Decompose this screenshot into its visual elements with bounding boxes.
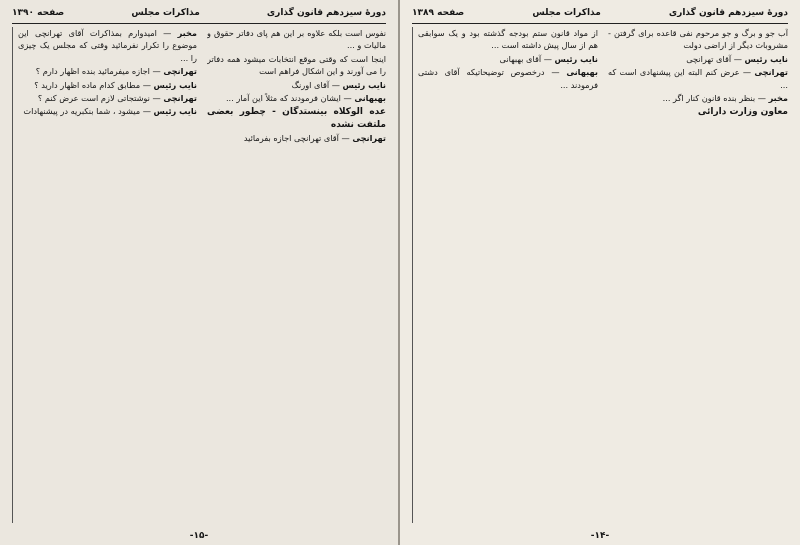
speech-paragraph: تهرانچی — اجازه میفرمائید بنده اظهار دارم ؟ <box>35 66 197 77</box>
speech-paragraph: مخبر — امیدوارم بمذاکرات آقای تهرانچی این موضوع را تکرار نفرمائید وقتی که مجلس یک چیزی را ... <box>18 28 197 63</box>
left-header-left: صفحه ۱۳۹۰ <box>12 8 65 18</box>
speaker-name: تهرانچی <box>163 93 197 104</box>
body-paragraph: از مواد قانون ستم بودجه گذشته بود و یک سوابقی هم از سال پیش داشته است ... <box>418 28 598 51</box>
right-page-column-right <box>608 27 788 523</box>
speech-text: آقای تهرانچی <box>686 53 732 64</box>
speech-paragraph: نایب رئیس — آقای بهبهانی <box>499 53 598 64</box>
speaker-name: نایب رئیس <box>342 79 386 90</box>
speech-text: بنظر بنده قانون کنار اگر ... <box>662 93 756 104</box>
left-page-column-right <box>207 27 386 523</box>
speech-paragraph: تهرانچی — عرض کنم البته این پیشنهادی است که ... <box>608 67 788 90</box>
speaker-name: مخبر <box>177 28 197 38</box>
speech-paragraph: مخبر — بنظر بنده قانون کنار اگر ... <box>662 93 788 104</box>
right-header-right: دورهٔ سیزدهم قانون گذاری <box>668 8 788 18</box>
speech-text: مطابق کدام ماده اظهار دارید ؟ <box>34 79 141 90</box>
right-header-left: صفحه ۱۳۸۹ <box>412 8 465 18</box>
left-header-center: مذاکرات مجلس <box>131 8 200 18</box>
speaker-name: نایب رئیس <box>554 53 598 64</box>
body-paragraph: اینجا است که وقتی موقع انتخابات میشود همه دفاتر را می آورند و این اشکال فراهم است <box>207 53 386 77</box>
speech-text: امیدوارم بمذاکرات آقای تهرانچی این موضوع را تکرار نفرمائید وقتی که مجلس یک چیزی را ... <box>18 28 197 63</box>
section-heading: عده الوکلاه بینستدگان - چطور بعضی ملتفت نشده <box>207 107 386 130</box>
speech-text: ایشان فرمودند که مثلاً این آمار ... <box>225 93 341 104</box>
speaker-name: نایب رئیس <box>153 106 197 117</box>
left-page-column-left <box>12 27 197 523</box>
speaker-name: نایب رئیس <box>153 79 197 90</box>
speech-paragraph: نایب رئیس — میشود ، شما بنکبریه در پیشنهادات <box>23 106 197 117</box>
left-page-header <box>12 8 386 22</box>
body-paragraph: نفوس است بلکه علاوه بر این هم پای دفاتر حقوق و مالیات و ... <box>207 28 386 51</box>
speech-paragraph: تهرانچی — نوشتجاتی لازم است عرض کنم ؟ <box>37 93 197 104</box>
right-page-number: -۱۴- <box>590 531 610 541</box>
left-header-rule <box>12 23 386 24</box>
speaker-name: تهرانچی <box>754 67 788 78</box>
speech-paragraph: نایب رئیس — آقای اورنگ <box>291 79 386 90</box>
speech-paragraph: نایب رئیس — مطابق کدام ماده اظهار دارید ؟ <box>34 79 197 90</box>
speech-paragraph: بهبهانی — درخصوص توضیحاتیکه آقای دشتی فرمودند ... <box>418 67 598 90</box>
speaker-name: مخبر <box>768 93 788 104</box>
speech-text: میشود ، شما بنکبریه در پیشنهادات <box>23 106 141 117</box>
right-page <box>400 0 800 545</box>
speech-paragraph: نایب رئیس — آقای تهرانچی <box>686 53 788 64</box>
speech-text: درخصوص توضیحاتیکه آقای دشتی فرمودند ... <box>418 67 598 90</box>
section-heading: معاون وزارت دارائی <box>697 107 788 118</box>
right-page-column-left <box>412 27 598 523</box>
body-paragraph: آب جو و برگ و جو مرحوم نفی قاعده برای گرفتن - مشروبات دیگر از اراضی دولت <box>608 28 788 51</box>
speech-text: آقای اورنگ <box>291 79 330 90</box>
left-page-number: -۱۵- <box>189 531 209 541</box>
speaker-name: بهبهانی <box>566 67 598 78</box>
left-header-right: دورهٔ سیزدهم قانون گذاری <box>266 8 386 18</box>
speaker-name: تهرانچی <box>352 133 386 144</box>
speech-text: عرض کنم البته این پیشنهادی است که ... <box>608 67 788 90</box>
speech-text: نوشتجاتی لازم است عرض کنم ؟ <box>37 93 150 104</box>
speaker-name: تهرانچی <box>163 66 197 77</box>
speaker-name: نایب رئیس <box>744 53 788 64</box>
right-header-rule <box>412 23 788 24</box>
speech-paragraph: بهبهانی — ایشان فرمودند که مثلاً این آمار ... <box>225 93 386 104</box>
right-page-header <box>412 8 788 22</box>
speech-text: اجازه میفرمائید بنده اظهار دارم ؟ <box>35 66 150 77</box>
speech-text: آقای تهرانچی اجازه بفرمائید <box>243 133 339 144</box>
speech-paragraph: تهرانچی — آقای تهرانچی اجازه بفرمائید <box>243 133 386 144</box>
speech-text: آقای بهبهانی <box>499 53 542 64</box>
speaker-name: بهبهانی <box>354 93 386 104</box>
right-header-center: مذاکرات مجلس <box>532 8 601 18</box>
